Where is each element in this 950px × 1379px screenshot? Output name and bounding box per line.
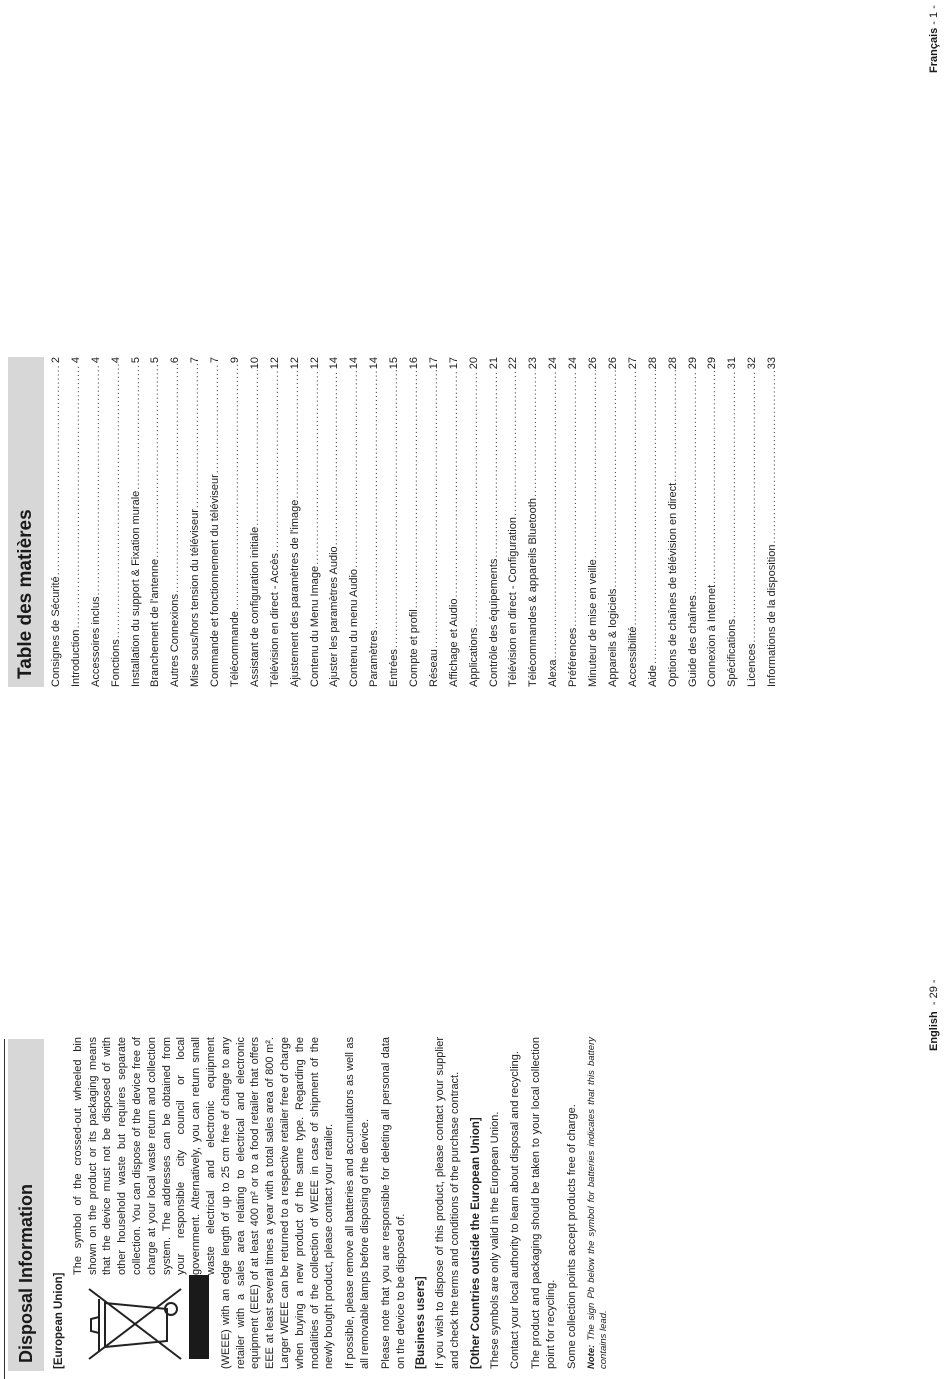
footer-page-number: - 29 - [928, 979, 940, 1006]
toc-leader-dots [468, 370, 480, 626]
toc-leader-dots [169, 364, 181, 593]
toc-entry[interactable] [50, 357, 70, 687]
toc-entry-page: 12 [268, 357, 281, 370]
toc-entry-page: 28 [666, 357, 679, 370]
toc-entry-page: 32 [746, 357, 759, 370]
toc-entry-title: Affichage et Audio [447, 598, 460, 687]
toc-leader-dots [149, 364, 161, 558]
toc-entry-page: 21 [487, 357, 500, 370]
toc-entry[interactable] [408, 357, 428, 687]
toc-entry-page: 27 [626, 357, 639, 370]
toc-entry-title: Accessibilité [626, 626, 639, 687]
toc-entry-page: 5 [129, 357, 142, 364]
toc-entry-title: Alexa [547, 659, 560, 687]
toc-leader-dots [328, 370, 340, 545]
footer-language: English [928, 1011, 940, 1051]
toc-entry[interactable] [289, 357, 309, 687]
toc-entry-title: Télécommandes & appareils Bluetooth [527, 498, 540, 687]
disposal-body [50, 1037, 616, 1369]
toc-entry[interactable] [667, 357, 687, 687]
toc-entry-page: 5 [149, 357, 162, 364]
footer-language: Français [928, 27, 940, 73]
toc-entry[interactable] [448, 357, 468, 687]
toc-leader-dots [50, 364, 62, 575]
business-paragraph: If you wish to dispose of this product, please contact your supplier and check the terms and conditions of the purchase contract. [434, 1037, 461, 1369]
note-text: The sign Pb below the symbol for batteries indicates that this battery contains lead. [585, 1037, 609, 1369]
eu-paragraph-1: The symbol of the crossed-out wheeled bin shown on the product or its packaging means that the device must not be disposed of with other household waste but requires separate collection. You can dispose of the device free of charge at your local waste return and collection system. The addresses can be obtained from your responsible city council or local government. Alternatively, you can return small waste electrical and electronic equipment (WEEE) with an edge length of up to 25 cm free of charge to any retailer with a sales area relating to electrical and electronic equipment (EEE) of at least 400 m² or to a food retailer that offers EEE at least several times a year with a total sales area of 800 m². Larger WEEE can be returned to a respective retailer free of charge when buying a new product of the same type. Regarding the modalities of the collection of WEEE in case of shipment of the newly bought product, please contact your retailer. [71, 1037, 336, 1369]
toc-entry-page: 17 [447, 357, 460, 370]
toc-entry-title: Compte et profil [408, 609, 421, 687]
toc-entry-title: Ajuster les paramètres Audio [328, 546, 341, 687]
toc-entry-page: 4 [109, 357, 122, 364]
toc-entry-page: 7 [209, 357, 222, 364]
toc-leader-dots [269, 370, 281, 552]
toc-entry-title: Minuteur de mise en veille [587, 559, 600, 687]
toc-entry-page: 22 [507, 357, 520, 370]
toc-entry-page: 16 [408, 357, 421, 370]
toc-entry-title: Entrées [388, 649, 401, 687]
toc-entry-title: Guide des chaînes [686, 595, 699, 687]
toc-leader-dots [647, 370, 659, 664]
toc-entry-title: Spécifications [726, 619, 739, 687]
toc-entry-title: Installation du support & Fixation murale [129, 490, 142, 687]
other-paragraph-2: Contact your local authority to learn about disposal and recycling. [509, 1051, 522, 1369]
toc-leader-dots [587, 370, 599, 558]
toc-entry[interactable] [368, 357, 388, 687]
toc-entry[interactable] [488, 357, 508, 687]
toc-entry-page: 28 [646, 357, 659, 370]
footer-page-number: - 1 - [928, 5, 940, 25]
toc-leader-dots [428, 370, 440, 648]
toc-entry[interactable] [627, 357, 647, 687]
toc-entry[interactable] [249, 357, 269, 687]
toc-entry-page: 10 [248, 357, 261, 370]
toc-leader-dots [448, 370, 460, 597]
toc-leader-dots [209, 364, 221, 473]
toc-leader-dots [726, 370, 738, 618]
toc-leader-dots [488, 370, 500, 557]
toc-entry-title: Branchement de l'antenne [149, 558, 162, 687]
toc-entry[interactable] [527, 357, 547, 687]
toc-entry[interactable] [547, 357, 567, 687]
toc-entry-title: Contenu du Menu Image [308, 565, 321, 687]
toc-entry[interactable] [209, 357, 229, 687]
toc-leader-dots [110, 364, 122, 638]
toc-entry[interactable] [348, 357, 368, 687]
toc-entry[interactable] [110, 357, 130, 687]
toc-entry[interactable] [428, 357, 448, 687]
toc-list [50, 357, 786, 687]
note-label: Note: [585, 1344, 597, 1369]
toc-entry-page: 31 [726, 357, 739, 370]
toc-entry-page: 23 [527, 357, 540, 370]
toc-leader-dots [527, 370, 539, 497]
toc-leader-dots [70, 364, 82, 628]
toc-entry-title: Connexion à Internet [706, 584, 719, 687]
toc-leader-dots [408, 370, 420, 608]
footer-french [928, 5, 940, 73]
toc-entry-title: Autres Connexions [169, 594, 182, 687]
toc-entry-page: 33 [766, 357, 779, 370]
toc-entry[interactable] [149, 357, 169, 687]
toc-leader-dots [189, 364, 201, 508]
toc-entry-title: Préférences [567, 627, 580, 687]
toc-entry-title: Contrôle des équipements [487, 558, 500, 687]
toc-leader-dots [627, 370, 639, 625]
eu-paragraph-3: Please note that you are responsible for deleting all personal data on the device to be disposed of. [379, 1037, 407, 1369]
toc-entry-page: 4 [89, 357, 102, 364]
toc-entry-title: Contenu du menu Audio [348, 568, 361, 687]
toc-entry[interactable] [309, 357, 329, 687]
toc-title: Table des matières [8, 357, 44, 687]
toc-entry-title: Commande et fonctionnement du téléviseur [209, 474, 222, 687]
toc-leader-dots [547, 370, 559, 658]
toc-entry-title: Réseau [427, 649, 440, 687]
toc-entry-title: Accessoires inclus [89, 596, 102, 687]
toc-entry-title: Télécommande [229, 611, 242, 687]
toc-leader-dots [567, 370, 579, 626]
toc-entry[interactable] [189, 357, 209, 687]
toc-leader-dots [90, 364, 102, 595]
toc-entry-page: 29 [686, 357, 699, 370]
toc-leader-dots [229, 364, 241, 610]
toc-entry-page: 17 [427, 357, 440, 370]
toc-entry[interactable] [507, 357, 527, 687]
toc-entry-page: 9 [229, 357, 242, 364]
toc-entry[interactable] [706, 357, 726, 687]
toc-entry[interactable] [567, 357, 587, 687]
toc-leader-dots [368, 370, 380, 629]
toc-entry-title: Introduction [69, 629, 82, 687]
toc-entry-page: 14 [368, 357, 381, 370]
toc-leader-dots [249, 370, 261, 526]
toc-entry-title: Applications [467, 627, 480, 687]
toc-entry-page: 2 [50, 357, 62, 364]
toc-entry[interactable] [169, 357, 189, 687]
toc-leader-dots [687, 370, 699, 594]
weee-symbols [71, 1281, 209, 1369]
toc-entry[interactable] [607, 357, 627, 687]
toc-entry-title: Options de chaînes de télévision en direct [666, 482, 679, 687]
toc-leader-dots [309, 370, 321, 565]
toc-entry[interactable] [726, 357, 746, 687]
toc-entry[interactable] [70, 357, 90, 687]
toc-entry-page: 15 [388, 357, 401, 370]
toc-entry-title: Appareils & logiciels [606, 588, 619, 687]
section-heading-business: [Business users] [415, 1276, 428, 1369]
toc-leader-dots [130, 364, 142, 490]
crossed-out-wheeled-bin-icon [71, 1281, 189, 1369]
toc-entry-title: Consignes de Sécurité [50, 576, 62, 687]
other-paragraph-1: These symbols are only valid in the European Union. [488, 1111, 501, 1369]
toc-entry-page: 20 [467, 357, 480, 370]
toc-entry[interactable] [269, 357, 289, 687]
toc-entry-page: 14 [348, 357, 361, 370]
toc-entry-title: Paramètres [368, 630, 381, 687]
toc-entry-page: 12 [288, 357, 301, 370]
toc-entry[interactable] [90, 357, 110, 687]
top-rule [4, 1039, 5, 1379]
toc-entry-page: 14 [328, 357, 341, 370]
toc-entry-title: Ajustement des paramètres de l'image [288, 499, 301, 687]
toc-entry-page: 24 [547, 357, 560, 370]
toc-entry[interactable] [130, 357, 150, 687]
toc-entry[interactable] [746, 357, 766, 687]
disposal-page [0, 689, 950, 1379]
eu-paragraph-2: If possible, please remove all batteries and accumulators as well as all removable lamps before disposing of the device. [344, 1037, 371, 1369]
footer-english [928, 979, 940, 1051]
toc-leader-dots [706, 370, 718, 584]
toc-entry-page: 4 [69, 357, 82, 364]
toc-entry-title: Informations de la disposition [766, 544, 779, 687]
toc-entry-page: 29 [706, 357, 719, 370]
solid-bar-icon [189, 1275, 209, 1359]
other-paragraph-4: Some collection points accept products free of charge. [565, 1104, 578, 1369]
toc-entry[interactable] [229, 357, 249, 687]
section-heading-other: [Other Countries outside the European Union] [469, 1117, 482, 1369]
toc-leader-dots [766, 370, 778, 543]
toc-entry-page: 24 [567, 357, 580, 370]
toc-entry[interactable] [647, 357, 667, 687]
toc-entry[interactable] [328, 357, 348, 687]
toc-entry[interactable] [766, 357, 786, 687]
toc-entry-title: Fonctions [109, 639, 122, 687]
battery-note [586, 1037, 610, 1369]
toc-entry-title: Licences [746, 643, 759, 687]
toc-entry-title: Télévision en direct - Configuration [507, 517, 520, 687]
toc-entry-title: Assistant de configuration initiale [248, 526, 261, 687]
toc-leader-dots [507, 370, 519, 516]
other-paragraph-3: The product and packaging should be taken to your local collection point for recycling. [530, 1037, 557, 1369]
toc-leader-dots [667, 370, 679, 482]
toc-leader-dots [289, 370, 301, 498]
toc-entry[interactable] [388, 357, 408, 687]
toc-leader-dots [348, 370, 360, 568]
toc-entry-page: 26 [606, 357, 619, 370]
toc-leader-dots [388, 370, 400, 648]
toc-leader-dots [607, 370, 619, 587]
toc-entry-page: 6 [169, 357, 182, 364]
toc-entry-title: Télévision en direct - Accès [268, 553, 281, 687]
toc-entry-page: 12 [308, 357, 321, 370]
toc-entry-title: Aide [646, 664, 659, 687]
toc-leader-dots [746, 370, 758, 642]
toc-entry-page: 26 [587, 357, 600, 370]
toc-entry-title: Mise sous/hors tension du téléviseur [189, 509, 202, 687]
page-title: Disposal Information [8, 1039, 44, 1371]
toc-entry-page: 7 [189, 357, 202, 364]
toc-entry[interactable] [687, 357, 707, 687]
toc-entry[interactable] [587, 357, 607, 687]
section-heading-eu: [European Union] [53, 1272, 65, 1369]
toc-entry[interactable] [468, 357, 488, 687]
